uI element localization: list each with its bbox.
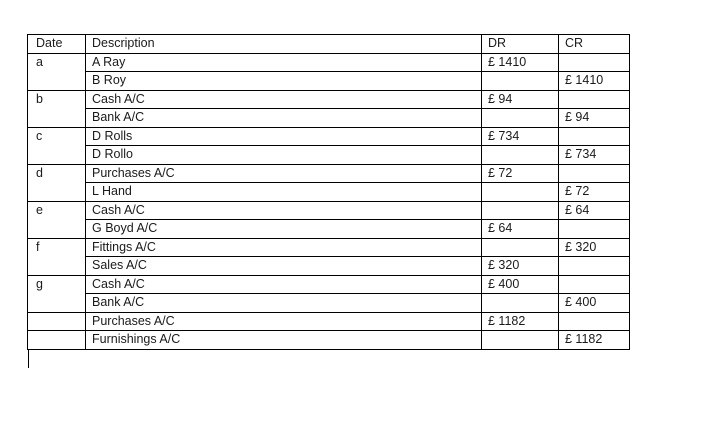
dr-cell: £ 400 [482, 275, 559, 294]
date-cell [28, 312, 86, 331]
date-cell: c [28, 127, 86, 164]
table-row [28, 164, 630, 183]
dr-cell: £ 64 [482, 220, 559, 239]
description-cell: Cash A/C [86, 201, 482, 220]
description-cell: L Hand [86, 183, 482, 202]
table-row [28, 312, 630, 331]
description-cell: D Rollo [86, 146, 482, 165]
text-cursor[interactable] [28, 349, 29, 368]
table-row [28, 90, 630, 109]
cr-cell [559, 257, 630, 276]
description-cell: Cash A/C [86, 90, 482, 109]
table-row [28, 201, 630, 220]
date-cell [28, 331, 86, 350]
cr-cell [559, 164, 630, 183]
table-row [28, 238, 630, 257]
dr-column-header: DR [482, 35, 559, 54]
cr-cell: £ 734 [559, 146, 630, 165]
dr-cell [482, 109, 559, 128]
date-cell: f [28, 238, 86, 275]
cr-cell [559, 220, 630, 239]
description-cell: Sales A/C [86, 257, 482, 276]
table-row [28, 275, 630, 294]
description-cell: Purchases A/C [86, 312, 482, 331]
table-row [28, 72, 630, 91]
cr-cell: £ 320 [559, 238, 630, 257]
date-cell: b [28, 90, 86, 127]
description-cell: Furnishings A/C [86, 331, 482, 350]
cr-cell [559, 275, 630, 294]
description-cell: A Ray [86, 53, 482, 72]
table-row [28, 294, 630, 313]
description-cell: D Rolls [86, 127, 482, 146]
table-row [28, 331, 630, 350]
journal-table [27, 34, 630, 350]
journal-header [28, 35, 630, 54]
table-row [28, 109, 630, 128]
cr-cell [559, 90, 630, 109]
dr-cell [482, 201, 559, 220]
date-column-header: Date [28, 35, 86, 54]
description-cell: Fittings A/C [86, 238, 482, 257]
table-row [28, 127, 630, 146]
dr-cell: £ 1182 [482, 312, 559, 331]
dr-cell: £ 320 [482, 257, 559, 276]
date-cell: g [28, 275, 86, 312]
cr-cell: £ 94 [559, 109, 630, 128]
journal-body [28, 53, 630, 349]
cr-cell [559, 127, 630, 146]
table-row [28, 220, 630, 239]
table-row [28, 53, 630, 72]
dr-cell [482, 146, 559, 165]
date-cell: d [28, 164, 86, 201]
dr-cell [482, 183, 559, 202]
cr-cell: £ 72 [559, 183, 630, 202]
cr-cell: £ 1182 [559, 331, 630, 350]
cr-cell [559, 312, 630, 331]
cr-cell: £ 64 [559, 201, 630, 220]
description-cell: Purchases A/C [86, 164, 482, 183]
dr-cell [482, 331, 559, 350]
dr-cell: £ 734 [482, 127, 559, 146]
cr-cell: £ 1410 [559, 72, 630, 91]
date-cell: e [28, 201, 86, 238]
table-row [28, 183, 630, 202]
dr-cell [482, 238, 559, 257]
dr-cell [482, 294, 559, 313]
cr-cell [559, 53, 630, 72]
dr-cell [482, 72, 559, 91]
description-cell: Bank A/C [86, 109, 482, 128]
description-cell: Cash A/C [86, 275, 482, 294]
description-cell: Bank A/C [86, 294, 482, 313]
dr-cell: £ 72 [482, 164, 559, 183]
description-cell: G Boyd A/C [86, 220, 482, 239]
cr-column-header: CR [559, 35, 630, 54]
date-cell: a [28, 53, 86, 90]
dr-cell: £ 1410 [482, 53, 559, 72]
dr-cell: £ 94 [482, 90, 559, 109]
description-column-header: Description [86, 35, 482, 54]
table-row [28, 146, 630, 165]
cr-cell: £ 400 [559, 294, 630, 313]
table-row [28, 257, 630, 276]
description-cell: B Roy [86, 72, 482, 91]
header-row [28, 35, 630, 54]
